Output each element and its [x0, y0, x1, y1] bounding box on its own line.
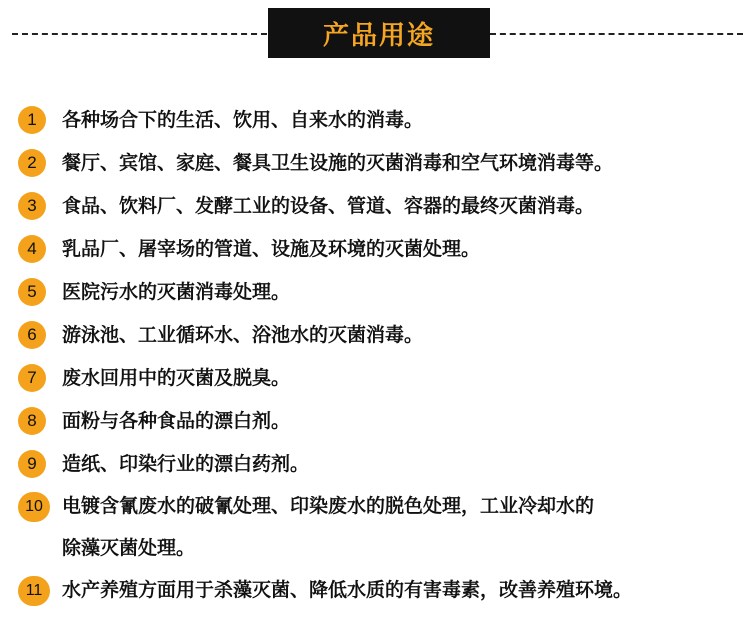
item-text: 食品、饮料厂、发酵工业的设备、管道、容器的最终灭菌消毒。 — [62, 195, 595, 217]
item-text: 废水回用中的灭菌及脱臭。 — [62, 367, 291, 389]
item-text: 游泳池、工业循环水、浴池水的灭菌消毒。 — [62, 324, 424, 346]
item-text: 造纸、印染行业的漂白药剂。 — [62, 453, 310, 475]
item-text: 面粉与各种食品的漂白剂。 — [62, 410, 291, 432]
item-text: 餐厅、宾馆、家庭、餐具卫生设施的灭菌消毒和空气环境消毒等。 — [62, 152, 614, 174]
page-title: 产品用途 — [322, 20, 435, 51]
item-text-continued: 除藻灭菌处理。 — [62, 537, 196, 559]
number-badge: 6 — [18, 321, 46, 349]
number-badge: 3 — [18, 192, 46, 220]
section-header — [0, 0, 755, 62]
number-badge: 10 — [18, 492, 50, 522]
number-badge: 11 — [18, 576, 50, 606]
number-badge: 7 — [18, 364, 46, 392]
number-badge: 9 — [18, 450, 46, 478]
header-divider-right — [490, 33, 743, 35]
item-text: 电镀含氰废水的破氰处理、印染废水的脱色处理，工业冷却水的 — [62, 495, 595, 517]
number-badge: 5 — [18, 278, 46, 306]
number-badge: 1 — [18, 106, 46, 134]
number-badge: 2 — [18, 149, 46, 177]
item-text: 各种场合下的生活、饮用、自来水的消毒。 — [62, 109, 424, 131]
item-text: 医院污水的灭菌消毒处理。 — [62, 281, 291, 303]
item-text: 乳品厂、屠宰场的管道、设施及环境的灭菌处理。 — [62, 238, 481, 260]
title-box — [268, 8, 490, 58]
number-badge: 8 — [18, 407, 46, 435]
header-divider-left — [12, 33, 267, 35]
number-badge: 4 — [18, 235, 46, 263]
item-text: 水产养殖方面用于杀藻灭菌、降低水质的有害毒素，改善养殖环境。 — [62, 579, 633, 601]
